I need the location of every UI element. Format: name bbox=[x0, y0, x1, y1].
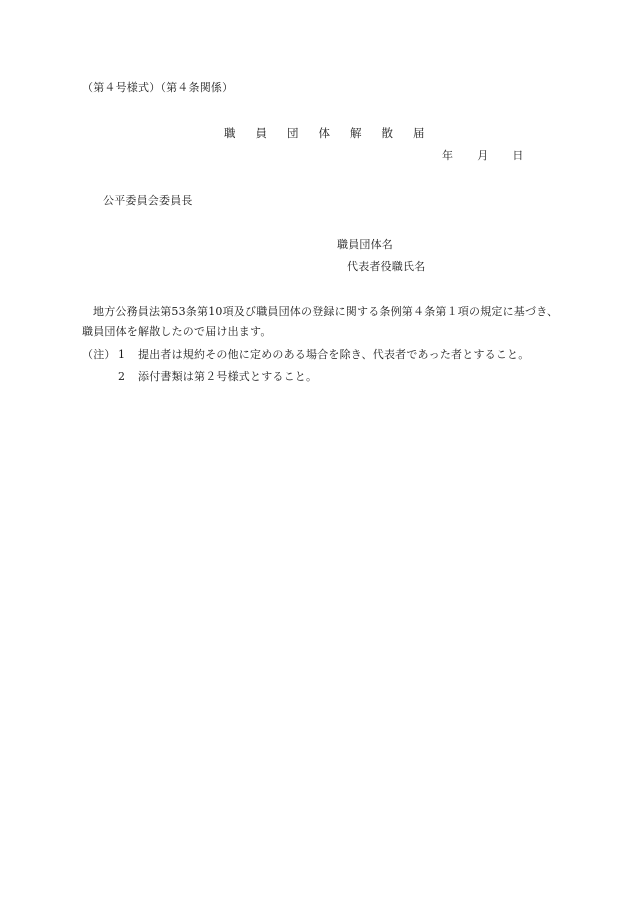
form-label: （第４号様式）（第４条関係） bbox=[82, 81, 234, 94]
date-day-label: 日 bbox=[512, 149, 524, 162]
note-item-2 bbox=[118, 370, 317, 384]
note-text: 添付書類は第２号様式とすること。 bbox=[138, 370, 318, 383]
representative-name-label: 代表者役職氏名 bbox=[347, 260, 426, 273]
title-char: 解 bbox=[350, 126, 362, 140]
addressee: 公平委員会委員長 bbox=[103, 194, 193, 207]
title-char: 職 bbox=[224, 126, 236, 140]
date-line bbox=[442, 149, 524, 163]
note-text: 提出者は規約その他に定めのある場合を除き、代表者であった者とすること。 bbox=[138, 348, 530, 361]
title-char: 散 bbox=[381, 126, 393, 140]
document-title bbox=[224, 126, 425, 140]
date-year-label: 年 bbox=[442, 149, 454, 162]
note-item-1 bbox=[82, 348, 529, 362]
title-char: 届 bbox=[413, 126, 425, 140]
note-number: 2 bbox=[118, 370, 126, 383]
date-month-label: 月 bbox=[477, 149, 489, 162]
notes-label: （注） bbox=[82, 348, 116, 361]
body-text: 地方公務員法第53条第10項及び職員団体の登録に関する条例第４条第１項の規定に基づき、職員団体を解散したので届け出ます。 bbox=[82, 305, 559, 338]
title-char: 体 bbox=[318, 126, 330, 140]
org-name-label: 職員団体名 bbox=[337, 238, 393, 251]
title-char: 員 bbox=[255, 126, 267, 140]
title-char: 団 bbox=[287, 126, 299, 140]
note-number: 1 bbox=[118, 348, 126, 361]
